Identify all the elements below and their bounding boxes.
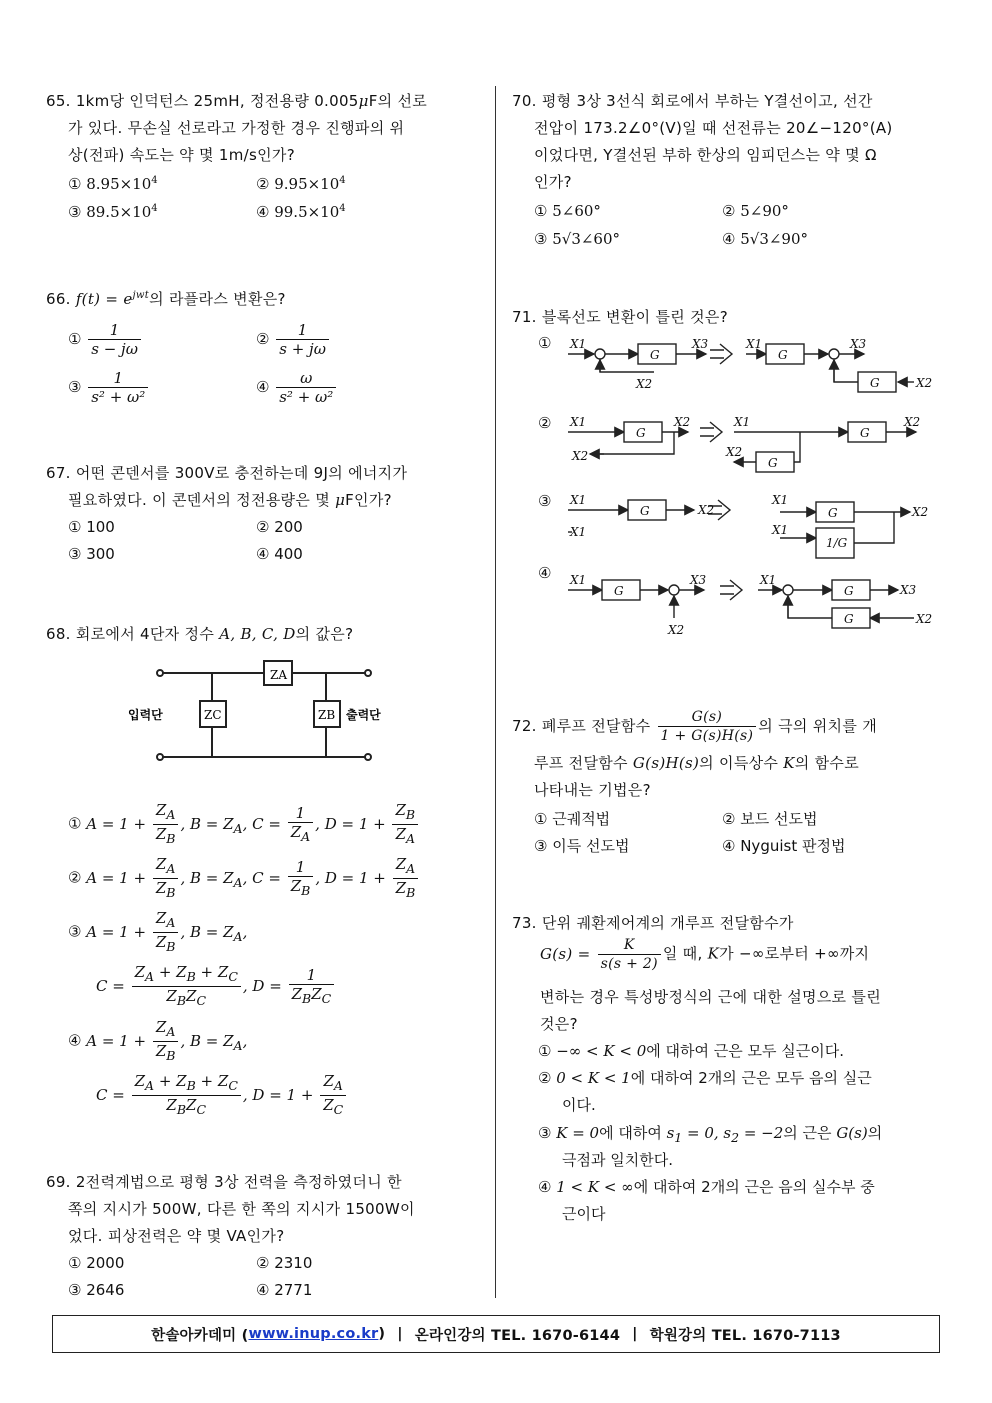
zc-label: ZC (204, 708, 222, 722)
label-x2: X2 (668, 623, 685, 637)
academy-name-close: ) (378, 1326, 386, 1342)
question-68-options (46, 775, 478, 1115)
label-x2: X2 (698, 503, 715, 517)
option-2[interactable]: ② A = 1 + $\frac{Z_A}{Z_B}$ , $B = Z_A$, C = $\frac{1}{Z_B}$ , D = 1 + $\frac{Z_A}{Z_B}$ (68, 855, 420, 902)
label-x1: X1 (570, 493, 587, 507)
output-terminal-label: 출력단 (346, 708, 381, 722)
option-4[interactable]: ④ 2771 (256, 1281, 313, 1299)
label-x1: X1 (746, 337, 763, 351)
option-3[interactable]: ③ 이득 선도법 (534, 837, 630, 855)
option-3-continued: 극점과 일치한다. (562, 1151, 673, 1169)
label-x1: X1 (760, 573, 777, 587)
question-68-text: 68. 회로에서 4단자 정수 A, B, C, D의 값은? (46, 625, 354, 643)
option-4-continued: 근이다 (562, 1205, 606, 1223)
question-69-text: 69. 2전력계법으로 평형 3상 전력을 측정하였더니 한 쪽의 지시가 500W, 다른 한 쪽의 지시가 1500W이 었다. 피상전력은 약 몇 VA인가? (46, 1173, 415, 1245)
footer-bar (52, 1315, 940, 1353)
question-65-options (46, 173, 478, 233)
option-4[interactable]: ④ (538, 564, 552, 582)
option-1[interactable]: ① (538, 334, 552, 352)
label-x2: X2 (674, 415, 691, 429)
input-terminal-label: 입력단 (128, 708, 163, 722)
label-x1: X1 (734, 415, 751, 429)
question-73 (512, 910, 944, 1228)
question-69-options (46, 1254, 478, 1310)
option-1[interactable]: ① 100 (68, 518, 115, 536)
option-3-continued: C = $\frac{Z_A + Z_B + Z_C}{Z_BZ_C}$ , D = $\frac{1}{Z_BZ_C}$ (96, 963, 336, 1010)
question-66-text: 66. $f(t) = e^{jwt}$의 라플라스 변환은? (46, 290, 286, 308)
question-65 (46, 88, 478, 233)
question-71 (512, 304, 944, 637)
label-inverse-g: 1/G (826, 536, 848, 550)
option-2[interactable]: ② 보드 선도법 (722, 810, 818, 828)
question-70 (512, 88, 944, 260)
question-70-text: 70. 평형 3상 3선식 회로에서 부하는 Y결선이고, 선간 전압이 173.2∠0°(V)일 때 선전류는 20∠−120°(A) 이었다면, Y결선된 부하 한상의 임피던스는 약 몇 Ω 인가? (512, 92, 893, 191)
question-71-text: 71. 블록선도 변환이 틀린 것은? (512, 308, 728, 326)
question-69 (46, 1169, 478, 1310)
academy-website-link[interactable]: www.inup.co.kr (248, 1326, 379, 1342)
label-x2: X2 (916, 612, 933, 626)
label-x3: X3 (690, 573, 707, 587)
label-x2: X2 (636, 377, 653, 391)
label-x1: X1 (570, 337, 587, 351)
question-67-text: 67. 어떤 콘덴서를 300V로 충전하는데 9J의 에너지가 필요하였다. 이 콘덴서의 정전용량은 몇 μF인가? (46, 464, 408, 509)
label-x2: X2 (726, 445, 743, 459)
option-2[interactable]: ② $9.95\times 10^4$ (256, 175, 346, 193)
two-port-circuit-diagram (128, 657, 396, 777)
question-67 (46, 460, 478, 574)
label-x3: X3 (692, 337, 709, 351)
label-g: G (614, 584, 624, 598)
label-g: G (844, 612, 854, 626)
option-4[interactable]: ④ 5√3∠90° (722, 230, 809, 248)
option-4-continued: C = $\frac{Z_A + Z_B + Z_C}{Z_BZ_C}$ , D = 1 + $\frac{Z_A}{Z_C}$ (96, 1072, 348, 1119)
block-diagrams (564, 332, 954, 642)
option-3[interactable]: ③ 5√3∠60° (534, 230, 621, 248)
footer-separator: | (632, 1326, 638, 1342)
option-2[interactable]: ② (538, 414, 552, 432)
label-x2: X2 (916, 376, 933, 390)
option-2[interactable]: ② $\frac{1}{s + j\omega}$ (256, 321, 331, 358)
option-4[interactable]: ④ $\frac{\omega}{\text{s² + ω²}}$ (256, 369, 338, 406)
academy-name: 한솔아카데미 ( (151, 1327, 249, 1344)
option-4[interactable]: ④ $99.5\times 10^4$ (256, 203, 346, 221)
zb-label: ZB (318, 708, 336, 722)
label-x2: X2 (912, 505, 929, 519)
option-2[interactable]: ② 2310 (256, 1254, 313, 1272)
option-4[interactable]: ④ A = 1 + $\frac{Z_A}{Z_B}$ , $B = Z_A$, (68, 1018, 248, 1063)
option-1[interactable]: ① 5∠60° (534, 202, 601, 220)
question-73-text: 73. 단위 궤환제어계의 개루프 전달함수가 G(s) = $\frac{K}{s(s + 2)}$ 일 때, K가 −∞로부터 +∞까지 변하는 경우 특성방정식의 근에 대한 설명으로 틀린 것은? (512, 914, 882, 1033)
label-g: G (650, 348, 660, 362)
label-g: G (768, 456, 778, 470)
label-g: G (828, 506, 838, 520)
question-65-text: 65. 1km당 인덕턴스 25mH, 정전용량 0.005μF의 선로 가 있다. 무손실 선로라고 가정한 경우 진행파의 위 상(전파) 속도는 약 몇 1m/s인가? (46, 92, 428, 164)
option-3[interactable]: ③ 300 (68, 545, 115, 563)
question-68 (46, 621, 478, 1117)
option-3[interactable]: ③ A = 1 + $\frac{Z_A}{Z_B}$ , $B = Z_A$, (68, 909, 248, 954)
online-lecture-phone: 온라인강의 TEL. 1670-6144 (414, 1327, 621, 1344)
option-4[interactable]: ④ 1 < K < ∞에 대하여 2개의 근은 음의 실수부 중 (538, 1178, 875, 1196)
option-4[interactable]: ④ Nyguist 판정법 (722, 837, 846, 855)
option-3[interactable]: ③ K = 0에 대하여 $s_1 = 0$, $s_2 = -2$의 근은 G(s)의 (538, 1124, 883, 1145)
label-x2: X2 (572, 449, 589, 463)
option-1[interactable]: ① 근궤적법 (534, 810, 611, 828)
option-2[interactable]: ② 0 < K < 1에 대하여 2개의 근은 모두 음의 실근 (538, 1069, 872, 1087)
footer-separator: | (397, 1326, 403, 1342)
question-72 (512, 704, 944, 864)
option-4[interactable]: ④ 400 (256, 545, 303, 563)
option-1[interactable]: ① A = 1 + $\frac{Z_A}{Z_B}$ , $B = Z_A$, C = $\frac{1}{Z_A}$ , D = 1 + $\frac{Z_B}{Z_A}$ (68, 801, 420, 848)
question-72-text: 72. 폐루프 전달함수 $\frac{G(s)}{1 + G(s)H(s)}$ 의 극의 위치를 개 루프 전달함수 G(s)H(s)의 이득상수 K의 함수로 나타내는 기법은? (512, 709, 877, 799)
column-divider (495, 86, 496, 1298)
option-1[interactable]: ① $\frac{1}{s - j\omega}$ (68, 321, 143, 358)
label-x2: X2 (904, 415, 921, 429)
label-x1: X1 (772, 523, 789, 537)
label-x3: X3 (900, 583, 917, 597)
za-label: ZA (270, 668, 288, 682)
question-67-options (46, 518, 478, 574)
option-2[interactable]: ② 200 (256, 518, 303, 536)
label-g: G (640, 504, 650, 518)
option-3[interactable]: ③ $89.5\times 10^4$ (68, 203, 158, 221)
option-2-continued: 이다. (562, 1096, 596, 1114)
option-3[interactable]: ③ $\frac{1}{\text{s² + ω²}}$ (68, 369, 150, 406)
label-g: G (778, 348, 788, 362)
label-x1: X1 (570, 415, 587, 429)
question-66 (46, 282, 478, 417)
label-x3: X3 (850, 337, 867, 351)
option-1[interactable]: ① −∞ < K < 0에 대하여 근은 모두 실근이다. (538, 1042, 844, 1060)
option-1[interactable]: ① $8.95\times 10^4$ (68, 175, 158, 193)
label-g: G (844, 584, 854, 598)
option-3[interactable]: ③ (538, 492, 552, 510)
option-3[interactable]: ③ 2646 (68, 1281, 125, 1299)
question-70-options (512, 200, 944, 260)
label-g: G (860, 426, 870, 440)
question-72-options (512, 808, 944, 864)
offline-lecture-phone: 학원강의 TEL. 1670-7113 (649, 1327, 841, 1344)
option-1[interactable]: ① 2000 (68, 1254, 125, 1272)
label-g: G (870, 376, 880, 390)
option-2[interactable]: ② 5∠90° (722, 202, 789, 220)
label-g: G (636, 426, 646, 440)
label-x1: X1 (570, 573, 587, 587)
label-x1: X1 (570, 525, 587, 539)
label-x1: X1 (772, 493, 789, 507)
question-66-options (46, 317, 478, 417)
question-73-options (512, 1038, 944, 1228)
